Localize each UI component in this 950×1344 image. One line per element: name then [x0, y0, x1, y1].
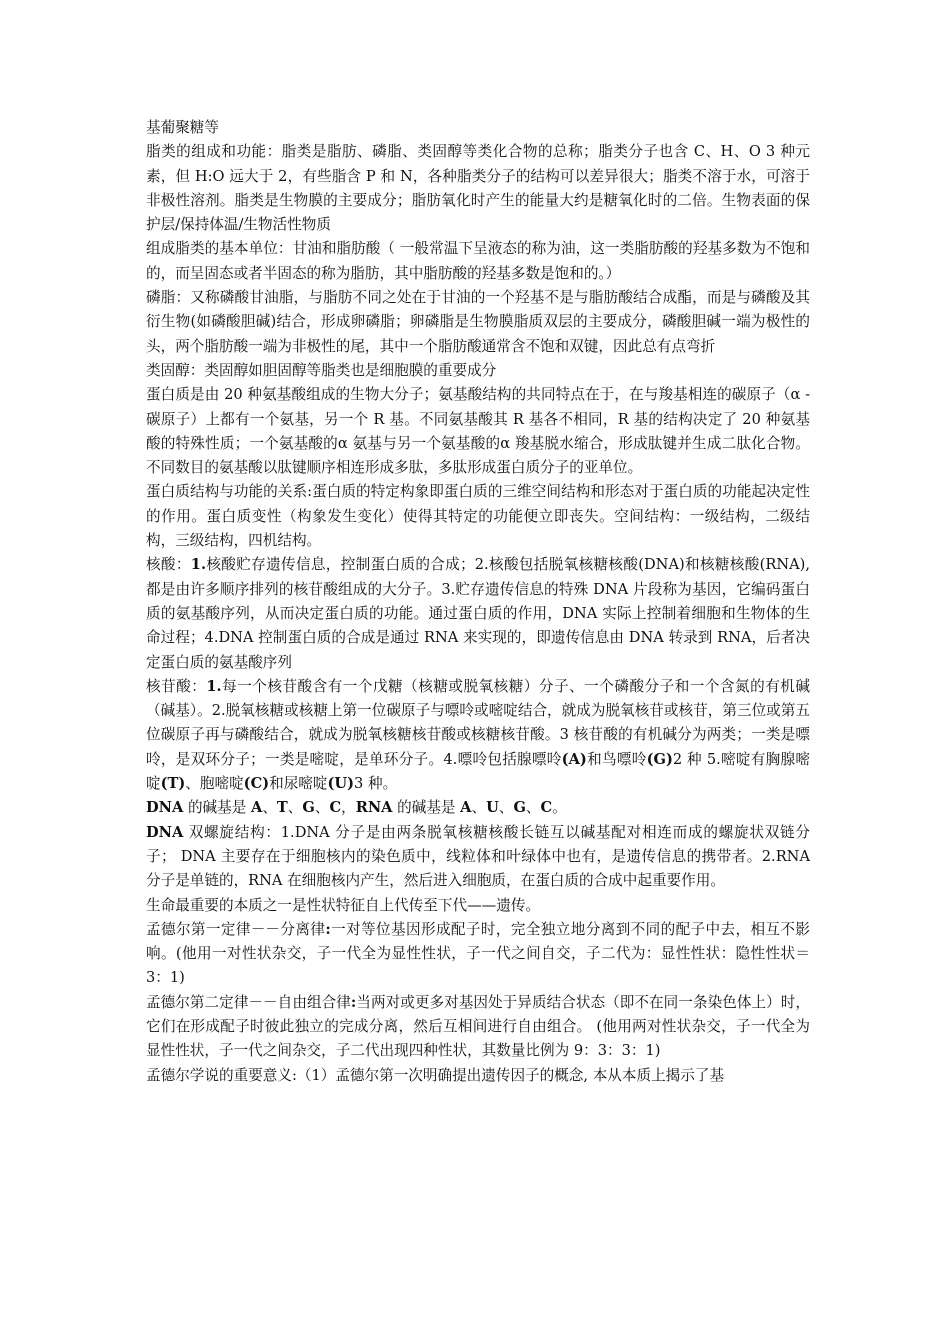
text-segment: 核酸贮存遗传信息，控制蛋白质的合成；2.核酸包括脱氧核糖核酸(DNA)和核糖核酸(RNA),都是由许多顺序排列的核苷酸组成的大分子。3.贮存遗传信息的特殊 DNA 片段称为基因，它编码蛋白质的氨基酸序列，从而决定蛋白质的功能。通过蛋白质的作用，DNA 实际上控制着细胞和生物体的生命过程；4.DNA 控制蛋白质的合成是通过 RNA 来实现的，即遗传信息由 DNA 转录到 RNA，后者决定蛋白质的氨基酸序列	[146, 556, 810, 671]
text-segment: 核苷酸：	[146, 677, 207, 695]
text-segment: 、	[262, 799, 277, 817]
bold-text: (G)	[646, 750, 673, 768]
bold-text: T	[276, 799, 288, 817]
bold-text: (T)	[160, 775, 186, 793]
text-segment: 、胞嘧啶	[185, 775, 244, 793]
text-segment: 。	[552, 799, 567, 817]
paragraph	[146, 821, 810, 894]
text-segment: 、	[471, 799, 487, 817]
text-segment: 的碱基是	[392, 799, 461, 817]
text-segment: 一对等位基因形成配子时，完全独立地分离到不同的配子中去，相互不影响。(他用一对性状杂交，子一代全为显性性状，子一代之间自交，子二代为：显性性状：隐性性状＝3：1)	[146, 920, 810, 987]
bold-text: C	[540, 799, 553, 817]
bold-text: C	[329, 799, 342, 817]
paragraph	[146, 991, 810, 1064]
text-segment: 、	[525, 799, 541, 817]
paragraph	[146, 553, 810, 674]
text-segment: 3 种。	[354, 775, 398, 793]
text-segment: 双螺旋结构：1.DNA 分子是由两条脱氧核糖核酸长链互以碱基配对相连而成的螺旋状双链分子； DNA 主要存在于细胞核内的染色质中，线粒体和叶绿体中也有，是遗传信息的携带者。2.RNA 分子是单链的，RNA 在细胞核内产生，然后进入细胞质，在蛋白质的合成中起重要作用。	[146, 823, 810, 890]
text-segment: 核酸：	[146, 556, 191, 574]
paragraph	[146, 480, 810, 553]
text-segment: 生命最重要的本质之一是性状特征自上代传至下代——遗传。	[146, 896, 541, 914]
paragraph	[146, 918, 810, 991]
bold-text: DNA	[146, 799, 184, 817]
bold-text: (U)	[327, 775, 355, 793]
text-segment: 组成脂类的基本单位：甘油和脂肪酸（ 一般常温下呈液态的称为油，这一类脂肪酸的羟基多数为不饱和的，而呈固态或者半固态的称为脂肪，其中脂肪酸的羟基多数是饱和的。）	[146, 240, 810, 282]
bold-text: U	[486, 799, 499, 817]
text-segment: 当两对或更多对基因处于异质结合状态（即不在同一条染色体上）时，它们在形成配子时彼此独立的完成分离，然后互相间进行自由组合。 (他用两对性状杂交，子一代全为显性性状，子一代之间杂交，子二代出现四种性状，其数量比例为 9：3：3：1)	[146, 993, 810, 1060]
bold-text: :	[350, 993, 357, 1011]
bold-text: :	[325, 920, 331, 938]
text-segment: 每一个核苷酸含有一个戊糖（核糖或脱氧核糖）分子、一个磷酸分子和一个含氮的有机碱（碱基）。2.脱氧核糖或核糖上第一位碳原子与嘌呤或嘧啶结合，就成为脱氧核苷或核苷，第三位或第五位碳原子再与磷酸结合，就成为脱氧核糖核苷酸或核糖核苷酸。3 核苷酸的有机碱分为两类；一类是嘌呤，是双环分子；一类是嘧啶，是单环分子。4.嘌呤包括腺嘌呤	[146, 677, 810, 768]
text-segment: 、	[287, 799, 303, 817]
text-segment: 2 种 5.嘧啶有胸腺嘧啶	[146, 750, 810, 793]
paragraph	[146, 140, 810, 237]
paragraph	[146, 383, 810, 480]
bold-text: 1.	[190, 556, 207, 574]
text-segment: 类固醇：类固醇如胆固醇等脂类也是细胞膜的重要成分	[146, 361, 497, 379]
paragraph	[146, 1064, 810, 1088]
bold-text: RNA	[355, 799, 393, 817]
paragraph	[146, 237, 810, 286]
bold-text: (C)	[243, 775, 270, 793]
document-body	[146, 116, 810, 1088]
paragraph	[146, 359, 810, 383]
paragraph	[146, 116, 810, 140]
bold-text: (A)	[561, 750, 587, 768]
paragraph	[146, 675, 810, 796]
text-segment: 蛋白质是由 20 种氨基酸组成的生物大分子；氨基酸结构的共同特点在于，在与羧基相连的碳原子（α -碳原子）上都有一个氨基，另一个 R 基。不同氨基酸其 R 基各不相同，R 基的结构决定了 20 种氨基酸的特殊性质；一个氨基酸的α 氨基与另一个氨基酸的α 羧基脱水缩合，形成肽键并生成二肽化合物。不同数目的氨基酸以肽键顺序相连形成多肽，多肽形成蛋白质分子的亚单位。	[146, 386, 810, 477]
text-segment: 孟德尔第一定律－－分离律	[146, 920, 326, 938]
bold-text: G	[302, 799, 315, 817]
paragraph	[146, 286, 810, 359]
bold-text: 1.	[206, 677, 222, 695]
text-segment: 孟德尔学说的重要意义:（1）孟德尔第一次明确提出遗传因子的概念, 本从本质上揭示了基	[146, 1066, 725, 1084]
bold-text: A	[250, 799, 263, 817]
text-segment: 、	[314, 799, 330, 817]
text-segment: ，	[341, 799, 356, 817]
paragraph	[146, 796, 810, 820]
text-segment: 和尿嘧啶	[269, 775, 328, 793]
bold-text: G	[513, 799, 526, 817]
text-segment: 基葡聚糖等	[146, 119, 219, 136]
text-segment: 的碱基是	[183, 799, 251, 817]
text-segment: 蛋白质结构与功能的关系:蛋白质的特定构象即蛋白质的三维空间结构和形态对于蛋白质的功能起决定性的作用。蛋白质变性（构象发生变化）使得其特定的功能便立即丧失。空间结构：一级结构，二级结构，三级结构，四机结构。	[146, 483, 810, 550]
text-segment: 和鸟嘌呤	[586, 750, 647, 768]
bold-text: DNA	[146, 823, 184, 841]
text-segment: 磷脂：又称磷酸甘油脂，与脂肪不同之处在于甘油的一个羟基不是与脂肪酸结合成酯，而是与磷酸及其衍生物(如磷酸胆碱)结合，形成卵磷脂；卵磷脂是生物膜脂质双层的主要成分，磷酸胆碱一端为极性的头，两个脂肪酸一端为非极性的尾，其中一个脂肪酸通常含不饱和双键，因此总有点弯折	[146, 289, 810, 355]
text-segment: 孟德尔第二定律－－自由组合律	[146, 993, 351, 1011]
text-segment: 脂类的组成和功能：脂类是脂肪、磷脂、类固醇等类化合物的总称；脂类分子也含 C、H、O 3 种元素，但 H:O 远大于 2，有些脂含 P 和 N，各种脂类分子的结构可以差异很大；脂类不溶于水，可溶于非极性溶剂。脂类是生物膜的主要成分；脂肪氧化时产生的能量大约是糖氧化时的二倍。生物表面的保护层/保持体温/生物活性物质	[146, 143, 810, 234]
paragraph	[146, 894, 810, 918]
text-segment: 、	[498, 799, 514, 817]
bold-text: A	[460, 799, 472, 817]
